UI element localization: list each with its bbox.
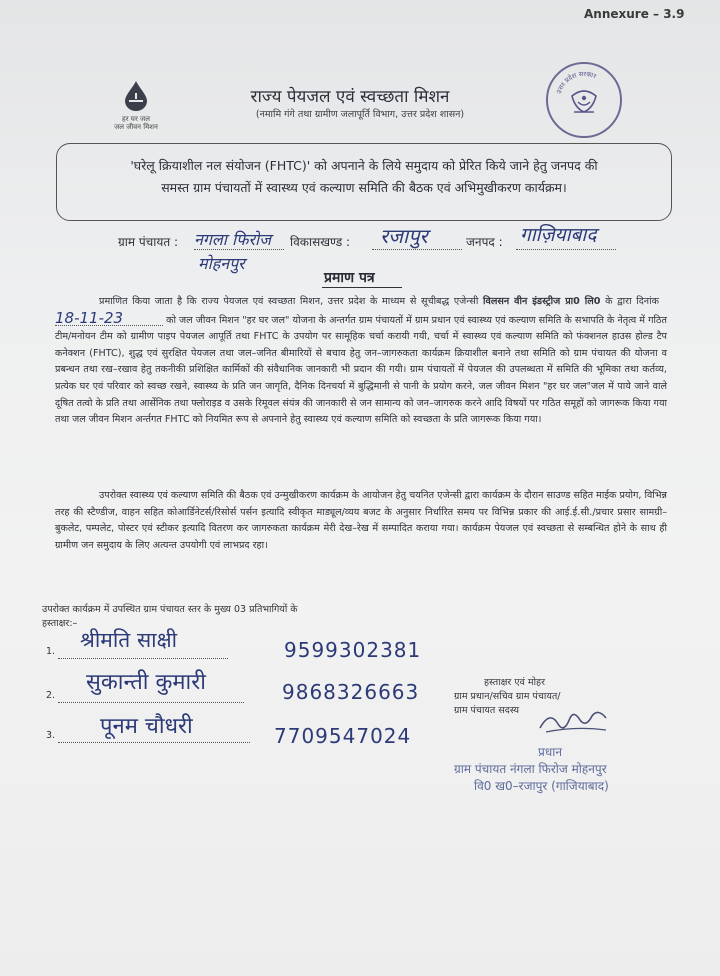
- participant-signature: सुकान्ती कुमारी: [86, 670, 206, 695]
- up-government-seal: [546, 62, 622, 138]
- date-label: के द्वारा दिनांक: [605, 296, 659, 307]
- agency-name: विलसन वीन इंडस्ट्रीज प्रा0 लि0: [483, 296, 601, 307]
- gram-panchayat-dotted-line: [194, 249, 284, 250]
- participant-phone: 9868326663: [282, 680, 420, 704]
- participant-dotted-line: [58, 658, 228, 659]
- signature-block-line-1: हस्ताक्षर एवं मोहर: [484, 677, 545, 688]
- signature-block-line-2: ग्राम प्रधान/सचिव ग्राम पंचायत/: [454, 691, 561, 702]
- seal-text: उत्तर प्रदेश सरकार: [554, 69, 598, 95]
- participants-label: उपरोक्त कार्यक्रम में उपस्थित ग्राम पंचायत स्तर के मुख्य 03 प्रतिभागियों के: [42, 604, 298, 615]
- logo-caption: हर घर जल जल जीवन मिशन: [114, 115, 158, 131]
- janpad-dotted-line: [516, 249, 616, 250]
- har-ghar-jal-logo: [108, 80, 164, 142]
- participants-signature-label: हस्ताक्षर:–: [42, 618, 78, 629]
- vikaskhand-value: रजापुर: [380, 224, 428, 248]
- mission-title: राज्य पेयजल एवं स्वच्छता मिशन: [250, 87, 450, 107]
- stamp-title: प्रधान: [538, 745, 562, 759]
- signature-block-line-3: ग्राम पंचायत सदस्य: [454, 705, 520, 716]
- participant-number: 2.: [46, 690, 56, 701]
- participant-signature: श्रीमति साक्षी: [80, 628, 178, 652]
- certificate-paragraph-1: [55, 294, 667, 429]
- certificate-title-underline: [322, 287, 402, 288]
- certificate-paragraph-2: [55, 488, 667, 554]
- gram-panchayat-label: ग्राम पंचायत :: [118, 235, 179, 249]
- janpad-label: जनपद :: [466, 235, 503, 249]
- program-title-line-1: 'घरेलू क्रियाशील नल संयोजन (FHTC)' को अपनाने के लिये समुदाय को प्रेरित किये जाने हेतु जनपद की: [130, 158, 598, 173]
- gram-panchayat-value: नगला फिरोज: [194, 230, 272, 249]
- pradhan-signature-scribble: [536, 706, 616, 738]
- certificate-title: प्रमाण पत्र: [324, 270, 375, 286]
- janpad-value: गाज़ियाबाद: [520, 224, 597, 246]
- participant-number: 3.: [46, 730, 56, 741]
- program-date: 18-11-23: [55, 311, 163, 326]
- para1-body: को जल जीवन मिशन "हर घर जल" योजना के अन्तर्गत ग्राम पंचायतों में ग्राम प्रधान एवं स्वास्थ्य एवं कल्याण समिति के सभापति के नेतृत्व में गठित टीम/मनोयन टीम को ग्रामीण पाइप पेयजल आपूर्ति तथा FHTC के उपयोग पर सामूहिक चर्चा करायी गयी, चर्चा में स्वास्थ्य एवं कल्याण समिति को फंक्शनल हाउस होल्ड टैप कनेक्शन (FHTC), शुद्ध एवं सुरक्षित पेयजल तथा जल–जनित बीमारियों से बचाव हेतु जन–जागरुकता कार्यक्रम क्रियाशील बनाने तथा समिति को ग्राम पंचायत की योजना व प्रबन्धन तथा रख–रखाव हेतु तकनीकी प्रशिक्षित कार्मिकों की संवैधानिक जानकारी भी प्रदान की गयी। ग्राम पंचायतों में पेयजल की उपलब्धता में समिति की भूमिका तथा कर्तव्य, प्रत्येक घर एवं परिवार को स्वच्छ रखने, स्वास्थ्य के प्रति जन जागृति, दैनिक दिनचर्या में बुद्धिमानी से पानी के प्रयोग करने, जल जीवन मिशन "हर घर जल"जल में पाये जाने वाले दूषित तत्वो के प्रति तथा आर्सेनिक तथा फ्लोराइड व उसके रिमूवल संयंत्र की जानकारी से जन सामान्य को जन–जागरुक करने आदि विषयों पर गठित समूहों को जागरूक किया गया तथा जल जीवन मिशन अर्न्तगत FHTC को नियमित रूप से अपनाने हेतु स्वास्थ्य एवं कल्याण समिति को स्वच्छता के प्रति जागरूक किया गया।: [55, 314, 667, 426]
- participant-signature: पूनम चौधरी: [100, 714, 193, 739]
- vikaskhand-label: विकासखण्ड :: [290, 235, 351, 249]
- water-drop-icon: [122, 80, 150, 112]
- participant-phone: 7709547024: [274, 724, 412, 748]
- participant-dotted-line: [58, 742, 250, 743]
- svg-text:उत्तर प्रदेश सरकार: [555, 70, 598, 95]
- seal-emblem-icon: [548, 64, 620, 136]
- mission-subtitle: (नमामि गंगे तथा ग्रामीण जलापूर्ति विभाग, उत्तर प्रदेश शासन): [255, 109, 465, 120]
- para2-body: उपरोक्त स्वास्थ्य एवं कल्याण समिति की बैठक एवं उन्मुखीकरण कार्यक्रम के आयोजन हेतु चयनित एजेन्सी द्वारा कार्यक्रम के दौरान साउण्ड सहित माईक प्रयोग, विभिन्न तरह की स्टैण्डीज, वाहन सहित कोआर्डिनेटर्स/रिसोर्स पर्सन इत्यादि स्वीकृत माड्यूल/व्यय बजट के अनुसार निर्धारित समय पर विभिन्न प्रकार की आई.ई.सी./प्रचार प्रसार सामग्री–बुकलेट, पम्पलेट, पोस्टर एवं स्टीकर इत्यादि वितरण कर जागरुकता कार्यक्रम मेरी देख–रेख में सम्पादित कराया गया। कार्यक्रम पेयजल एवं स्वच्छता से सम्बन्धित होने के साथ ही ग्रामीण जन समुदाय के लिए अत्यन्त उपयोगी एवं लाभप्रद रहा।: [55, 490, 667, 551]
- vikaskhand-dotted-line: [372, 249, 462, 250]
- annexure-label: Annexure – 3.9: [584, 7, 685, 21]
- stamp-line-1: ग्राम पंचायत नंगला फिरोज मोहनपुर: [454, 762, 607, 776]
- para1-intro: प्रमाणित किया जाता है कि राज्य पेयजल एवं स्वच्छता मिशन, उत्तर प्रदेश के माध्यम से सूचीबद्ध एजेन्सी: [99, 296, 479, 307]
- gram-panchayat-value-line-2: मोहनपुर: [198, 254, 245, 273]
- stamp-line-2: वि0 ख0–रजापुर (गाजियाबाद): [474, 779, 609, 793]
- gram-panchayat-stamp: [454, 744, 694, 795]
- program-title-box: [56, 143, 672, 221]
- participant-dotted-line: [58, 702, 244, 703]
- participant-number: 1.: [46, 646, 56, 657]
- participant-phone: 9599302381: [284, 638, 422, 662]
- program-title-line-2: समस्त ग्राम पंचायतों में स्वास्थ्य एवं कल्याण समिति की बैठक एवं अभिमुखीकरण कार्यक्रम।: [161, 180, 567, 195]
